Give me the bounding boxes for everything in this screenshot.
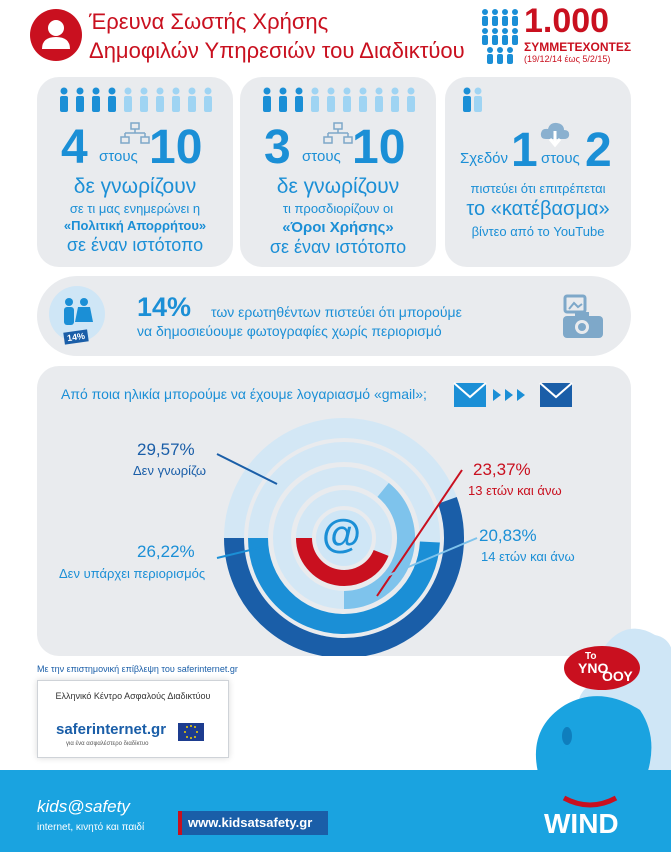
photo-percent: 14% bbox=[137, 292, 192, 322]
eu-flag-icon bbox=[178, 723, 204, 741]
label-category-3: 14 ετών και άνω bbox=[481, 549, 575, 564]
stat-word: στους bbox=[99, 148, 138, 165]
website-link[interactable]: www.kidsatsafety.gr bbox=[178, 811, 328, 835]
stat-line1: δε γνωρίζουν bbox=[73, 175, 197, 198]
hierarchy-icon bbox=[323, 122, 353, 144]
stat-num-a: 4 bbox=[61, 121, 88, 174]
stat-line2: σε τι μας ενημερώνει η bbox=[69, 201, 201, 216]
saferinternet-box-title: Ελληνικό Κέντρο Ασφαλούς Διαδικτύου bbox=[55, 691, 211, 701]
stat-num-b: 10 bbox=[352, 121, 406, 174]
stat-pre: Σχεδόν bbox=[460, 150, 509, 167]
people-pair-icon bbox=[462, 87, 484, 113]
people-row-icon bbox=[57, 87, 217, 113]
gmail-question: Από ποια ηλικία μπορούμε να έχουμε λογαριασμό «gmail»; bbox=[61, 386, 427, 402]
gmail-chart-card bbox=[37, 366, 631, 656]
stat-card-terms-of-use bbox=[240, 77, 436, 267]
stat-line4: σε έναν ιστότοπο bbox=[66, 235, 204, 255]
kids-safety-tagline: internet, κινητό και παιδί bbox=[37, 822, 145, 833]
stat-num-a: 1 bbox=[511, 124, 538, 177]
photo-camera-icon bbox=[561, 294, 607, 342]
saferinternet-logo-text: saferinternet.gr bbox=[56, 721, 167, 738]
label-value-3: 20,83% bbox=[479, 526, 537, 545]
saferinternet-logo-tagline: για ένα ασφαλέστερο διαδίκτυο bbox=[66, 741, 149, 747]
label-category-1: Δεν υπάρχει περιορισμός bbox=[59, 566, 206, 581]
mascot-text-line3: ΟΟΥ bbox=[602, 668, 633, 684]
stat-word: στους bbox=[302, 148, 341, 165]
stat-line1: πιστεύει ότι επιτρέπεται bbox=[470, 181, 606, 196]
stat-word: στους bbox=[541, 150, 580, 167]
stat-card-photos bbox=[37, 276, 631, 356]
mascot-text-line1: Το bbox=[585, 651, 597, 662]
stat-line3: «Όροι Χρήσης» bbox=[282, 219, 394, 236]
label-value-1: 26,22% bbox=[137, 542, 195, 561]
label-category-0: Δεν γνωρίζω bbox=[133, 463, 207, 478]
label-value-0: 29,57% bbox=[137, 440, 195, 459]
participants-dates: (19/12/14 έως 5/2/15) bbox=[524, 54, 611, 64]
label-value-2: 23,37% bbox=[473, 460, 531, 479]
cloud-download-icon bbox=[538, 119, 572, 149]
stat-card-youtube-download bbox=[445, 77, 631, 267]
header-title-line1: Έρευνα Σωστής Χρήσης bbox=[89, 9, 329, 34]
header-title-line2: Δημοφιλών Υπηρεσιών του Διαδικτύου bbox=[89, 38, 465, 63]
header-user-icon bbox=[30, 9, 82, 61]
stat-line1: δε γνωρίζουν bbox=[276, 175, 400, 198]
supervision-caption: Με την επιστημονική επίβλεψη του saferinternet.gr bbox=[37, 664, 238, 674]
stat-num-a: 3 bbox=[264, 121, 291, 174]
stat-num-b: 10 bbox=[149, 121, 203, 174]
percent-badge: 14% bbox=[63, 329, 88, 344]
stat-line2: τι προσδιορίζουν οι bbox=[282, 201, 394, 216]
stat-line3: βίντεο από το YouTube bbox=[471, 224, 605, 239]
footer-bar bbox=[0, 770, 671, 852]
stat-line4: σε έναν ιστότοπο bbox=[269, 237, 407, 257]
hierarchy-icon bbox=[120, 122, 150, 144]
saferinternet-box bbox=[37, 680, 229, 758]
participants-number: 1.000 bbox=[524, 2, 610, 40]
at-symbol: @ bbox=[322, 512, 362, 556]
stat-line3: «Πολιτική Απορρήτου» bbox=[63, 218, 207, 233]
mascot-text-line2: ΥΝΟ bbox=[578, 660, 609, 676]
photo-line1: των ερωτηθέντων πιστεύει ότι μπορούμε bbox=[211, 304, 462, 320]
mascot-illustration bbox=[470, 620, 671, 780]
people-row-icon bbox=[260, 87, 420, 113]
gmail-age-chart bbox=[37, 366, 631, 656]
kids-safety-logo: kids@safety bbox=[37, 797, 130, 816]
wind-logo: WIND bbox=[544, 808, 619, 839]
stat-line2: το «κατέβασμα» bbox=[466, 198, 610, 220]
photo-line2: να δημοσιεύουμε φωτογραφίες χωρίς περιορισμό bbox=[137, 323, 442, 339]
stat-card-privacy-policy bbox=[37, 77, 233, 267]
label-category-2: 13 ετών και άνω bbox=[468, 483, 562, 498]
stat-num-b: 2 bbox=[585, 124, 612, 177]
participants-people-icon bbox=[480, 8, 522, 64]
participants-label: ΣΥΜΜΕΤΕΧΟΝΤΕΣ bbox=[524, 40, 632, 54]
